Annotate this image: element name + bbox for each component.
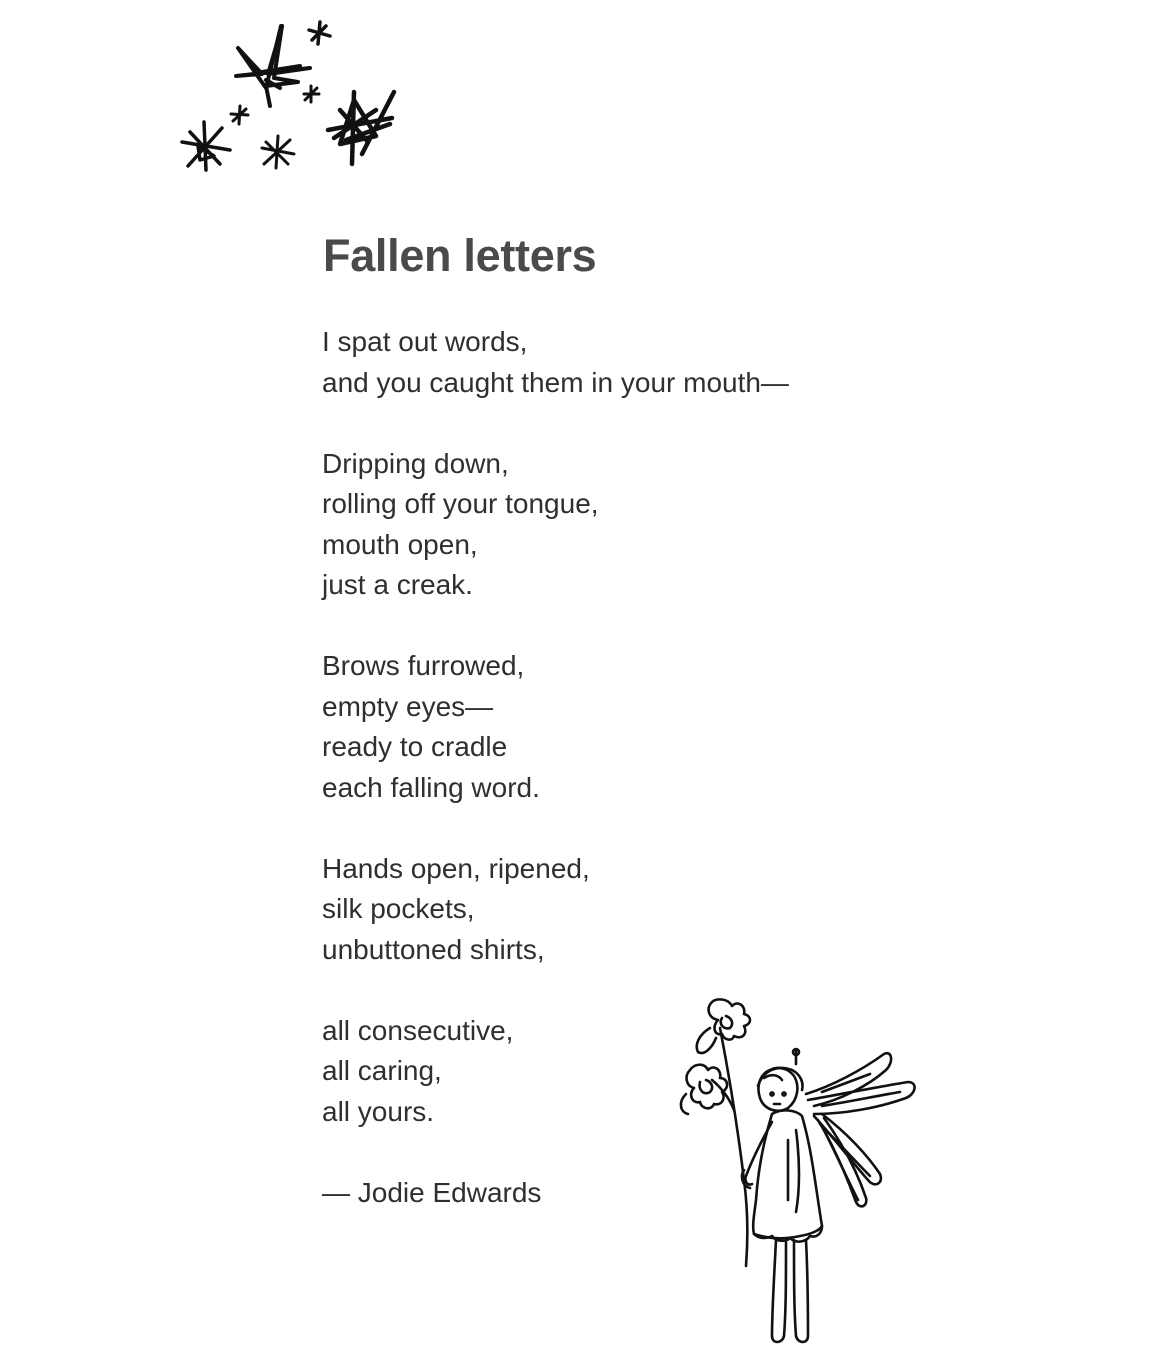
poem-line: and you caught them in your mouth— (322, 366, 789, 398)
poem-line: Dripping down, (322, 447, 509, 479)
stanza (322, 444, 942, 606)
poem-line: all yours. (322, 1095, 435, 1127)
poem-line: I spat out words, (322, 326, 528, 357)
hand-drawn-stars-icon (170, 14, 410, 184)
poem-line: all caring, (322, 1055, 442, 1086)
stanza (322, 322, 942, 403)
poem-line: all consecutive, (322, 1014, 514, 1046)
poem-author: — Jodie Edwards (322, 1176, 542, 1208)
poem-title: Fallen letters (323, 230, 597, 281)
poem-line: ready to cradle (322, 731, 508, 762)
poem-line: Brows furrowed, (322, 650, 525, 681)
poem-line: empty eyes— (322, 690, 494, 722)
poem-line: silk pockets, (322, 893, 475, 924)
stanza (322, 849, 942, 971)
stanza (322, 646, 942, 808)
poem-line: rolling off your tongue, (322, 488, 599, 519)
poem-line: mouth open, (322, 528, 478, 560)
poem-line: each falling word. (322, 771, 540, 803)
poem-line: unbuttoned shirts, (322, 933, 545, 965)
fairy-with-daffodils-illustration (672, 990, 922, 1350)
poem-line: just a creak. (322, 569, 473, 600)
poem-line: Hands open, ripened, (322, 852, 590, 884)
